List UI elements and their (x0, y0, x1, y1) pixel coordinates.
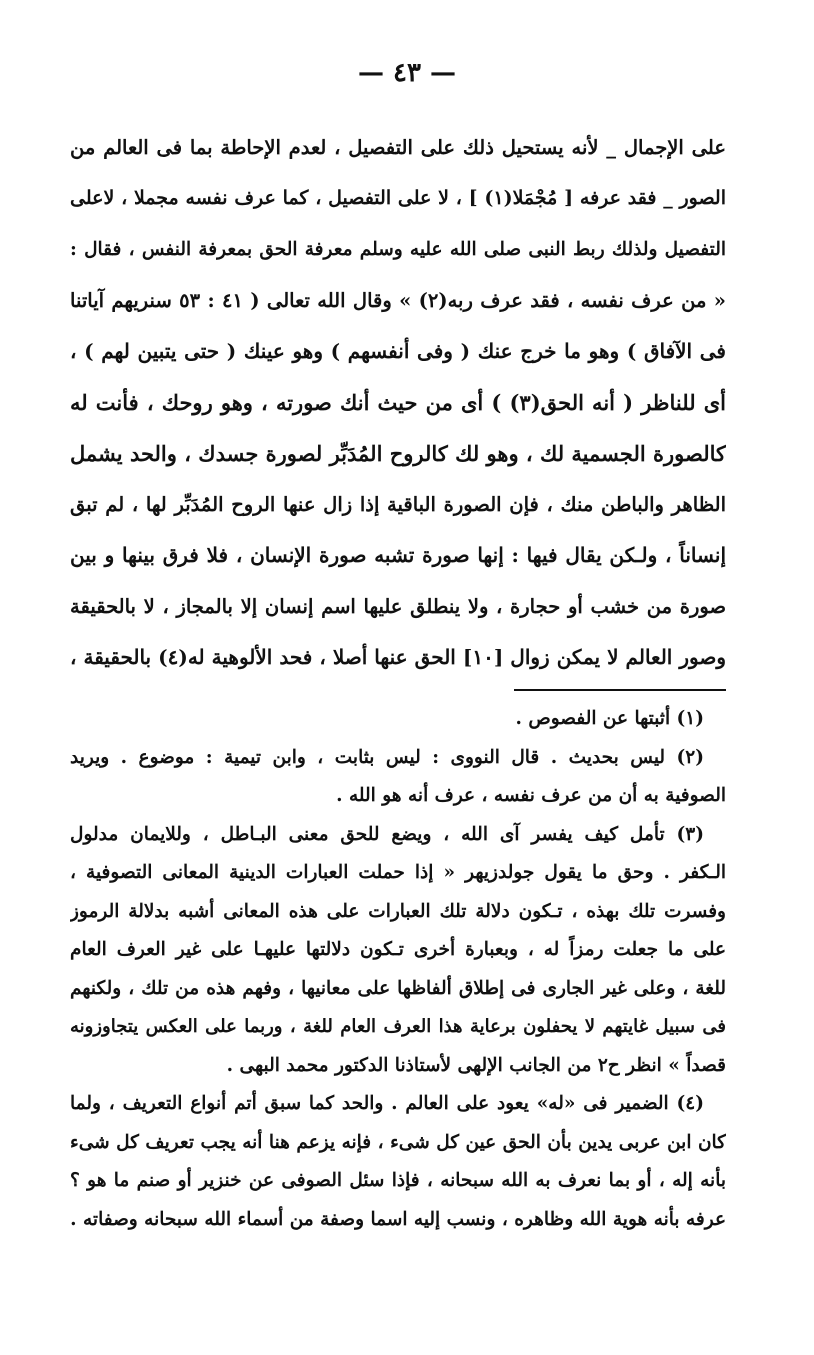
footnote-line: الصوفية به أن من عرف نفسه ، عرف أنه هو الله . (336, 785, 726, 806)
footnote-line: (٤) الضمير فى «له» يعود على العالم . والحد كما سبق أتم أنواع التعريف ، ولما (70, 1093, 704, 1114)
footnote-line: وفسرت تلك بهذه ، تـكون دلالة تلك العبارات على هذه المعانى أشبه بدلالة الرموز (70, 900, 726, 922)
body-line: صورة من خشب أو حجارة ، ولا ينطلق عليها اسم إنسان إلا بالمجاز ، لا بالحقيقة (70, 595, 726, 618)
footnote-line: (٢) ليس بحديث . قال النووى : ليس بثابت ، وابن تيمية : موضوع . ويريد (70, 746, 704, 768)
footnote-line: فى سبيل غايتهم لا يحفلون برعاية هذا العرف العام للغة ، وربما على العكس يتجاوزونه (70, 1016, 726, 1037)
body-line: الظاهر والباطن منك ، فإن الصورة الباقية إذا زال عنها الروح المُدَبِّر لها ، لم تبق (70, 493, 726, 516)
main-text-block (70, 122, 726, 683)
footnote-2 (70, 739, 726, 816)
footnote-1 (70, 700, 726, 739)
footnote-line: (١) أثبتها عن الفصوص . (515, 708, 704, 729)
page-number: — ٤٣ — (357, 58, 457, 88)
footnote-line: قصداً » انظر ح٢ من الجانب الإلهى لأستاذنا الدكتور محمد البهى . (226, 1054, 726, 1076)
footnote-3 (70, 816, 726, 1086)
footnote-line: الـكفر . وحق ما يقول جولدزيهر « إذا حملت العبارات الدينية المعانى التصوفية ، (70, 862, 726, 883)
body-line: إنساناً ، ولـكن يقال فيها : إنها صورة تشبه صورة الإنسان ، فلا فرق بينها و بين (70, 543, 726, 567)
body-line: كالصورة الجسمية لك ، وهو لك كالروح المُدَبِّر لصورة جسدك ، والحد يشمل (70, 441, 726, 466)
footnote-line: للغة ، وعلى غير الجارى فى إطلاق ألفاظها على معانيها ، وفهم هذه من تلك ، ولكنهم (70, 977, 726, 999)
footnote-4 (70, 1085, 726, 1239)
body-line: أى للناظر ( أنه الحق(٣) ) أى من حيث أنك صورته ، وهو روحك ، فأنت له (70, 390, 726, 415)
footnote-separator (514, 689, 726, 691)
body-line: الصور _ فقد عرفه [ مُجْمَلا(١) ] ، لا على التفصيل ، كما عرف نفسه مجملا ، لاعلى (70, 187, 726, 209)
body-line: فى الآفاق ) وهو ما خرج عنك ( وفى أنفسهم ) وهو عينك ( حتى يتبين لهم ) ، (70, 339, 726, 363)
footnote-line: (٣) تأمل كيف يفسر آى الله ، ويضع للحق معنى البـاطل ، وللايمان مدلول (70, 823, 704, 845)
footnote-line: عرفه بأنه هوية الله وظاهره ، ونسب إليه اسما وصفة من أسماء الله سبحانه وصفاته . (70, 1208, 726, 1230)
footnotes-block (70, 700, 726, 1239)
footnote-line: بأنه إله ، أو بما نعرف به الله سبحانه ، فإذا سئل الصوفى عن خنزير أو صنم ما هو ؟ (70, 1170, 726, 1191)
footnote-line: على ما جعلت رمزاً له ، وبعبارة أخرى تـكون دلالتها عليهـا على غير العرف العام (70, 939, 726, 960)
body-line: التفصيل ولذلك ربط النبى صلى الله عليه وسلم معرفة الحق بمعرفة النفس ، فقال : (70, 239, 726, 260)
body-line: « من عرف نفسه ، فقد عرف ربه(٢) » وقال الله تعالى ( ٤١ : ٥٣ سنريهم آياتنا (70, 289, 726, 312)
body-line: وصور العالم لا يمكن زوال [١٠] الحق عنها أصلا ، فحد الألوهية له(٤) بالحقيقة ، (70, 645, 726, 669)
footnote-line: كان ابن عربى يدين بأن الحق عين كل شىء ، فإنه يزعم هنا أنه يجب تعريف كل شىء (70, 1131, 726, 1153)
body-line: على الإجمال _ لأنه يستحيل ذلك على التفصيل ، لعدم الإحاطة بما فى العالم من (70, 136, 726, 159)
